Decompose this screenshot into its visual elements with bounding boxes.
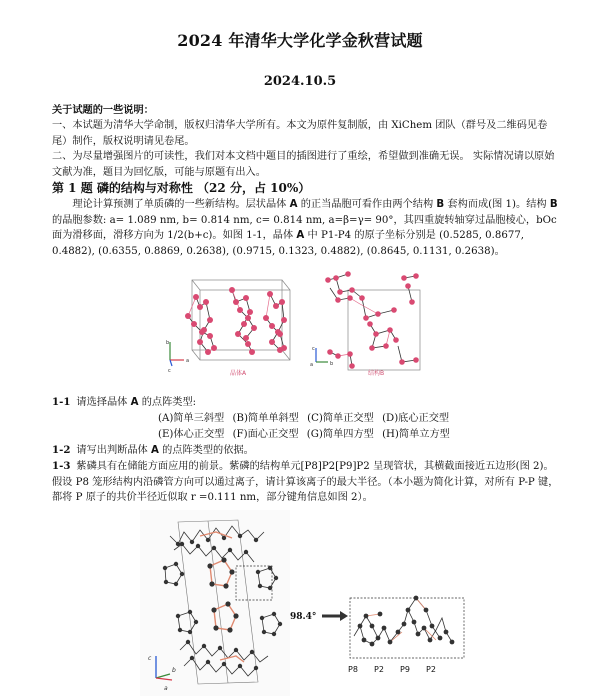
structure-b-label: B xyxy=(436,199,445,210)
unit-label-p9: P9 xyxy=(400,665,410,674)
crystal-a-label: A xyxy=(150,445,159,456)
intro-text: 的正当晶胞可看作由两个结构 xyxy=(297,199,437,210)
axis-c-label: c xyxy=(168,368,171,374)
sub-question-text: 请选择晶体 xyxy=(76,397,131,408)
axis-c-label: c xyxy=(148,655,152,662)
unit-label-p2: P2 xyxy=(374,665,384,674)
unit-label-p8: P8 xyxy=(348,665,358,674)
intro-text: 中 P1-P4 的原子坐标分别是 (0.5285, 0.8677, 0.4882), (0.6355, 0.8869, 0.2638), (0.9715, 0.1323, 0.4882), (0.8645, 0.1131, 0.2638)。 xyxy=(52,230,525,257)
bond-angle-label: 98.4° xyxy=(290,612,317,622)
option-a[interactable]: (A)简单三斜型 xyxy=(158,413,225,424)
sub-question-text: 请写出判断晶体 xyxy=(76,445,151,456)
options-row-2 xyxy=(158,427,455,443)
figure-caption-crystal-a: 晶体A xyxy=(230,370,247,377)
unit-labels xyxy=(348,665,452,674)
sub-question-1-1 xyxy=(52,395,562,411)
figure-1 xyxy=(150,262,460,380)
option-f[interactable]: (F)面心正交型 xyxy=(232,429,299,440)
option-h[interactable]: (H)简单立方型 xyxy=(382,429,450,440)
option-b[interactable]: (B)简单单斜型 xyxy=(232,413,299,424)
sub-question-text: 紫磷具有在储能方面应用的前景。紫磷的结构单元[P8]P2[P9]P2 呈现管状，其横截面接近五边形(图 2)。假设 P8 笼形结构内沿磷管方向可以通过离子，请计算该离子的最大半径。（本小题为简化计算，对所有 P-P 键，都将 P 原子的共价半径近似取 r =0.111 nm，部分键角信息如图 2）。 xyxy=(52,461,559,504)
axis-a-label: a xyxy=(186,358,190,364)
question-1-intro xyxy=(52,197,562,259)
axis-a-label: a xyxy=(164,685,168,692)
structure-b-label: B xyxy=(549,199,558,210)
document-title: 2024 年清华大学化学金秋营试题 xyxy=(177,31,423,50)
intro-text: 的晶胞参数: a= 1.089 nm, b= 0.814 nm, c= 0.814 nm, a=β=γ= 90°，其四重旋转轴穿过晶胞棱心，bOc 面为滑移面，滑移方向为 1/2(b+c)。如图 1-1，晶体 xyxy=(52,214,557,242)
figure-1-structures xyxy=(150,262,460,380)
sub-question-number: 1-3 xyxy=(52,460,71,472)
option-d[interactable]: (D)底心正交型 xyxy=(382,413,450,424)
sub-question-text: 的点阵类型的依据。 xyxy=(158,445,254,456)
intro-text: 套构而成(图 1)。结构 xyxy=(444,199,550,210)
axis-b-label: b xyxy=(166,340,170,346)
notes-heading: 关于试题的一些说明： xyxy=(52,104,154,116)
option-e[interactable]: (E)体心正交型 xyxy=(158,429,225,440)
crystal-a-label: A xyxy=(130,397,139,408)
notes-line-1: 一、本试题为清华大学命制，版权归清华大学所有。本文为原件复制版，由 XiChem 团队（群号及二维码见卷尾）制作，版权说明请见卷尾。 xyxy=(52,120,548,147)
unit-label-p2: P2 xyxy=(426,665,436,674)
sub-question-1-3 xyxy=(52,459,562,506)
question-1-title: 第 1 题 磷的结构与对称性 （22 分，占 10%） xyxy=(52,181,311,195)
sub-question-text: 的点阵类型: xyxy=(138,397,197,408)
crystal-a-label: A xyxy=(296,230,305,242)
figure-2 xyxy=(140,510,470,696)
notes-section xyxy=(52,103,562,180)
question-1 xyxy=(52,180,562,259)
intro-text: 理论计算预测了单质磷的一些新结构。层状晶体 xyxy=(72,199,290,210)
option-g[interactable]: (G)简单四方型 xyxy=(306,429,374,440)
axis-b-label: b xyxy=(330,361,334,367)
sub-question-1-2 xyxy=(52,443,562,459)
option-c[interactable]: (C)简单正交型 xyxy=(307,413,374,424)
axis-b-label: b xyxy=(172,667,176,674)
axis-a-label: a xyxy=(310,362,314,368)
figure-caption-structure-b: 结构B xyxy=(368,370,385,377)
sub-question-number: 1-2 xyxy=(52,444,71,456)
axis-c-label: c xyxy=(312,346,315,352)
document-date: 2024.10.5 xyxy=(263,74,337,89)
options-row-1 xyxy=(158,411,454,427)
sub-question-number: 1-1 xyxy=(52,396,71,408)
notes-line-2: 二、为尽量增强图片的可读性，我们对本文档中题目的插图进行了重绘，希望做到准确无误。 实际情况请以原始文献为准，题目为回忆版，可能与原题有出入。 xyxy=(52,151,555,178)
crystal-a-label: A xyxy=(289,199,298,210)
